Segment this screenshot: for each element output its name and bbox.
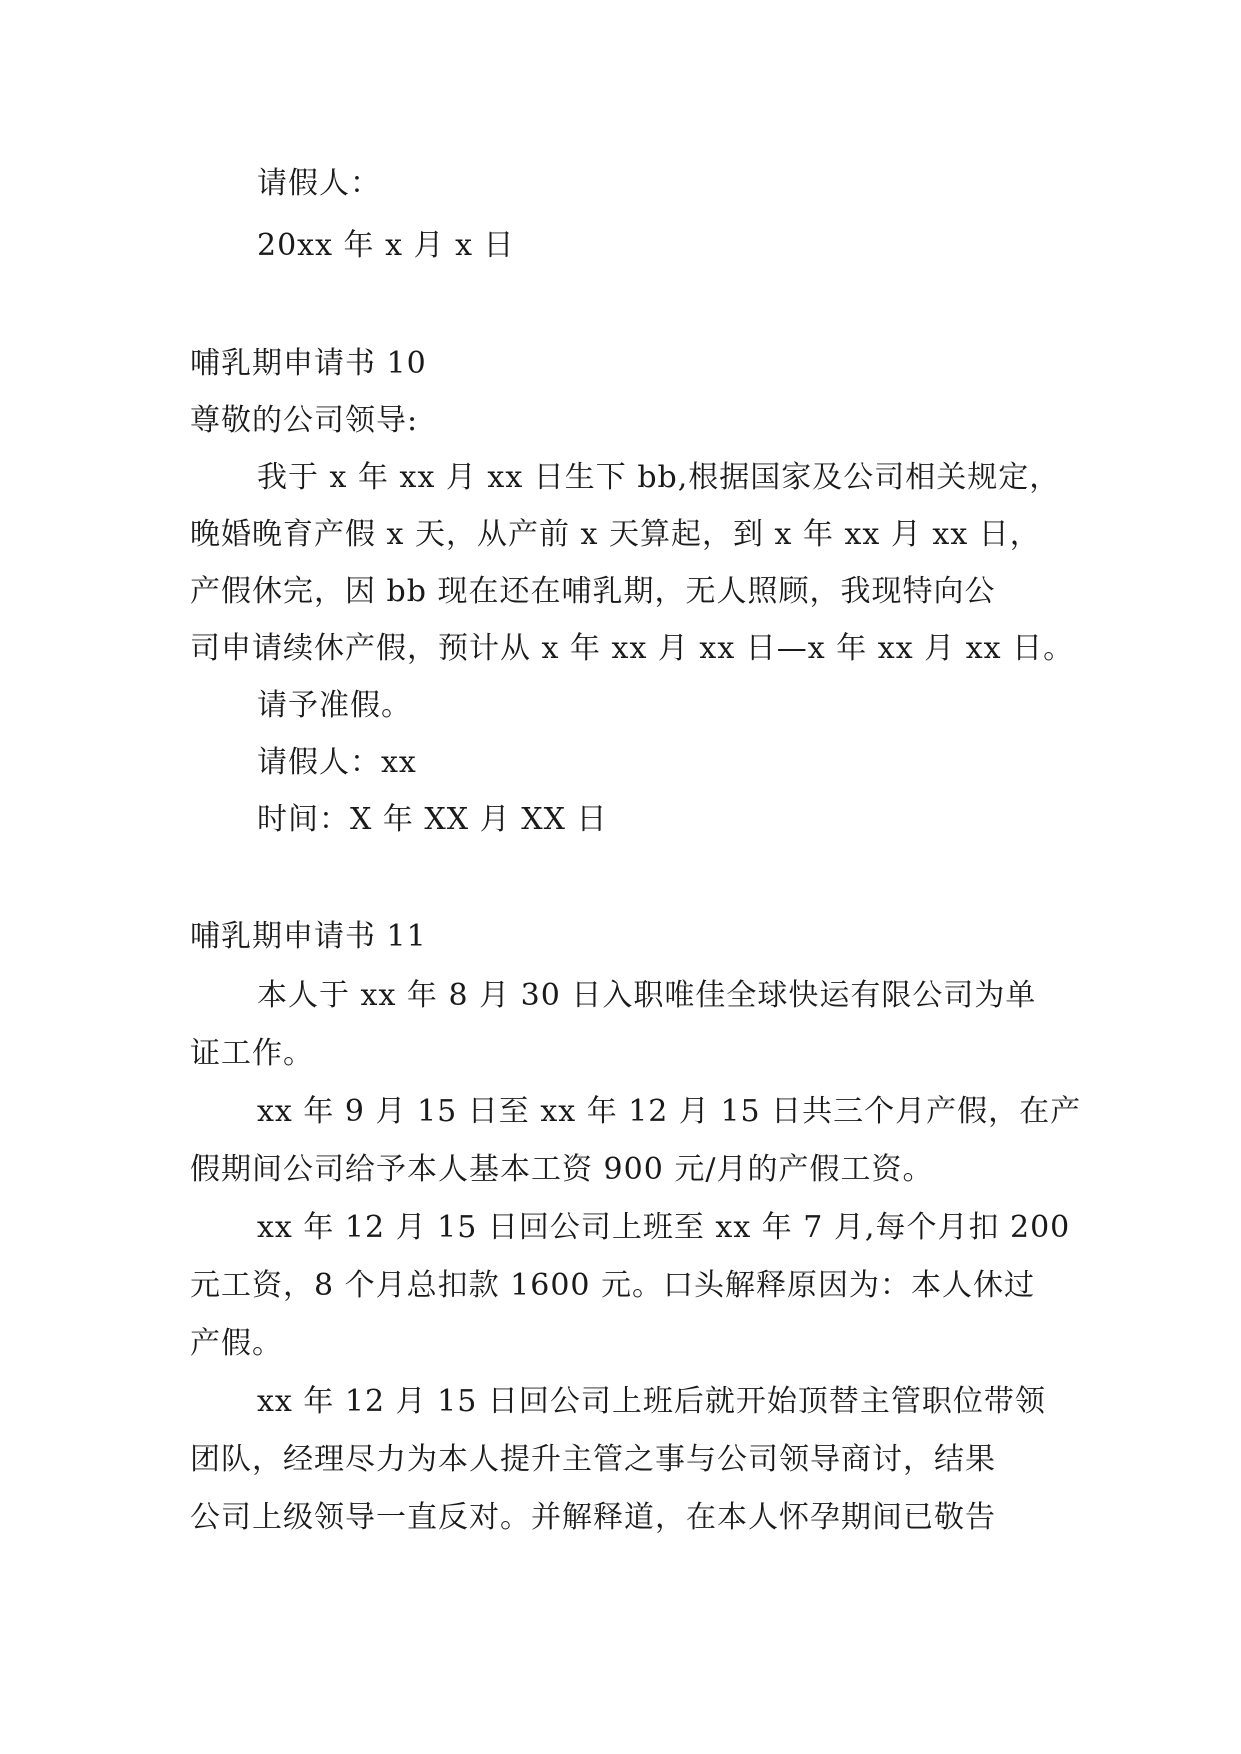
paragraph-line: xx 年 12 月 15 日回公司上班后就开始顶替主管职位带领	[257, 1384, 1046, 1419]
section-title: 哺乳期申请书 11	[190, 919, 427, 954]
body-line: 晚婚晚育产假 x 天，从产前 x 天算起，到 x 年 xx 月 xx 日，	[190, 517, 1041, 552]
paragraph-line: 本人于 xx 年 8 月 30 日入职唯佳全球快运有限公司为单	[257, 978, 1037, 1013]
section-title: 哺乳期申请书 10	[190, 346, 427, 381]
paragraph-line: 团队，经理尽力为本人提升主管之事与公司领导商讨，结果	[190, 1442, 996, 1477]
paragraph-line: xx 年 12 月 15 日回公司上班至 xx 年 7 月,每个月扣 200	[257, 1210, 1071, 1245]
body-line: 司申请续休产假，预计从 x 年 xx 月 xx 日—x 年 xx 月 xx 日。	[190, 631, 1075, 666]
paragraph-line: 假期间公司给予本人基本工资 900 元/月的产假工资。	[190, 1152, 934, 1187]
paragraph-line: 证工作。	[190, 1036, 314, 1071]
time-line: 时间：X 年 XX 月 XX 日	[257, 802, 608, 837]
applicant-line: 请假人：xx	[257, 745, 417, 780]
body-line: 我于 x 年 xx 月 xx 日生下 bb,根据国家及公司相关规定，	[257, 460, 1061, 495]
paragraph-line: 产假。	[190, 1326, 283, 1361]
date-line: 20xx 年 x 月 x 日	[257, 228, 515, 263]
salutation: 尊敬的公司领导:	[190, 403, 419, 438]
body-line: 产假休完，因 bb 现在还在哺乳期，无人照顾，我现特向公	[190, 574, 996, 609]
applicant-label: 请假人：	[257, 166, 381, 201]
request-line: 请予准假。	[257, 688, 412, 723]
paragraph-line: 公司上级领导一直反对。并解释道，在本人怀孕期间已敬告	[190, 1500, 996, 1535]
paragraph-line: xx 年 9 月 15 日至 xx 年 12 月 15 日共三个月产假，在产	[257, 1094, 1082, 1129]
paragraph-line: 元工资，8 个月总扣款 1600 元。口头解释原因为：本人休过	[190, 1268, 1036, 1303]
